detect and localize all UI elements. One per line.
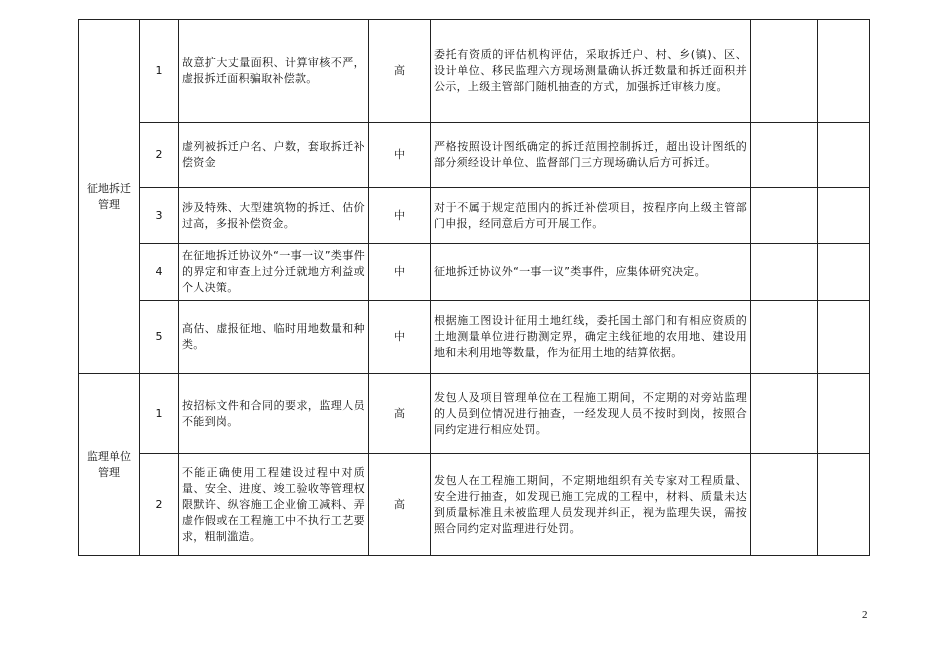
empty-cell <box>818 374 870 454</box>
table-row <box>79 188 870 244</box>
page-number: 2 <box>862 609 868 621</box>
empty-cell <box>751 454 818 556</box>
control-measure: 征地拆迁协议外“一事一议”类事件，应集体研究决定。 <box>431 244 751 301</box>
row-number: 2 <box>140 123 179 188</box>
control-measure: 发包人在工程施工期间，不定期地组织有关专家对工程质量、安全进行抽查，如发现已施工完成的工程中，材料、质量未达到质量标准且未被监理人员发现并纠正，视为监理失误，需按照合同约定对监理进行处罚。 <box>431 454 751 556</box>
row-number: 5 <box>140 301 179 374</box>
risk-level: 高 <box>369 374 431 454</box>
table-row <box>79 374 870 454</box>
risk-level: 高 <box>369 454 431 556</box>
risk-description: 涉及特殊、大型建筑物的拆迁、估价过高，多报补偿资金。 <box>179 188 369 244</box>
table-row <box>79 20 870 123</box>
row-number: 1 <box>140 374 179 454</box>
risk-level: 高 <box>369 20 431 123</box>
table-row <box>79 123 870 188</box>
table-row <box>79 454 870 556</box>
risk-description: 高估、虚报征地、临时用地数量和种类。 <box>179 301 369 374</box>
row-number: 1 <box>140 20 179 123</box>
risk-level: 中 <box>369 188 431 244</box>
category-cell: 征地拆迁 管理 <box>79 20 140 374</box>
row-number: 3 <box>140 188 179 244</box>
table-row <box>79 244 870 301</box>
category-cell: 监理单位 管理 <box>79 374 140 556</box>
risk-description: 不能正确使用工程建设过程中对质量、安全、进度、竣工验收等管理权限默许、纵容施工企业偷工减料、弄虚作假或在工程施工中不执行工艺要求，粗制滥造。 <box>179 454 369 556</box>
empty-cell <box>818 301 870 374</box>
empty-cell <box>751 374 818 454</box>
risk-description: 虚列被拆迁户名、户数，套取拆迁补偿资金 <box>179 123 369 188</box>
risk-description: 故意扩大丈量面积、计算审核不严，虚报拆迁面积骗取补偿款。 <box>179 20 369 123</box>
control-measure: 发包人及项目管理单位在工程施工期间，不定期的对旁站监理的人员到位情况进行抽查，一经发现人员不按时到岗，按照合同约定进行相应处罚。 <box>431 374 751 454</box>
risk-description: 按招标文件和合同的要求，监理人员不能到岗。 <box>179 374 369 454</box>
control-measure: 委托有资质的评估机构评估，采取拆迁户、村、乡(镇)、区、设计单位、移民监理六方现场测量确认拆迁数量和拆迁面积并公示，上级主管部门随机抽查的方式，加强拆迁审核力度。 <box>431 20 751 123</box>
empty-cell <box>818 188 870 244</box>
row-number: 2 <box>140 454 179 556</box>
empty-cell <box>751 20 818 123</box>
empty-cell <box>751 188 818 244</box>
empty-cell <box>751 244 818 301</box>
control-measure: 对于不属于规定范围内的拆迁补偿项目，按程序向上级主管部门申报，经同意后方可开展工作。 <box>431 188 751 244</box>
control-measure: 根据施工图设计征用土地红线，委托国土部门和有相应资质的土地测量单位进行勘测定界，确定主线征地的农用地、建设用地和未利用地等数量，作为征用土地的结算依据。 <box>431 301 751 374</box>
table-row <box>79 301 870 374</box>
row-number: 4 <box>140 244 179 301</box>
empty-cell <box>818 20 870 123</box>
risk-level: 中 <box>369 244 431 301</box>
empty-cell <box>818 244 870 301</box>
risk-control-table <box>78 19 870 556</box>
empty-cell <box>818 123 870 188</box>
risk-description: 在征地拆迁协议外“一事一议”类事件的界定和审查上过分迁就地方利益或个人决策。 <box>179 244 369 301</box>
empty-cell <box>751 301 818 374</box>
control-measure: 严格按照设计图纸确定的拆迁范围控制拆迁，超出设计图纸的部分须经设计单位、监督部门三方现场确认后方可拆迁。 <box>431 123 751 188</box>
empty-cell <box>818 454 870 556</box>
empty-cell <box>751 123 818 188</box>
risk-level: 中 <box>369 301 431 374</box>
risk-level: 中 <box>369 123 431 188</box>
